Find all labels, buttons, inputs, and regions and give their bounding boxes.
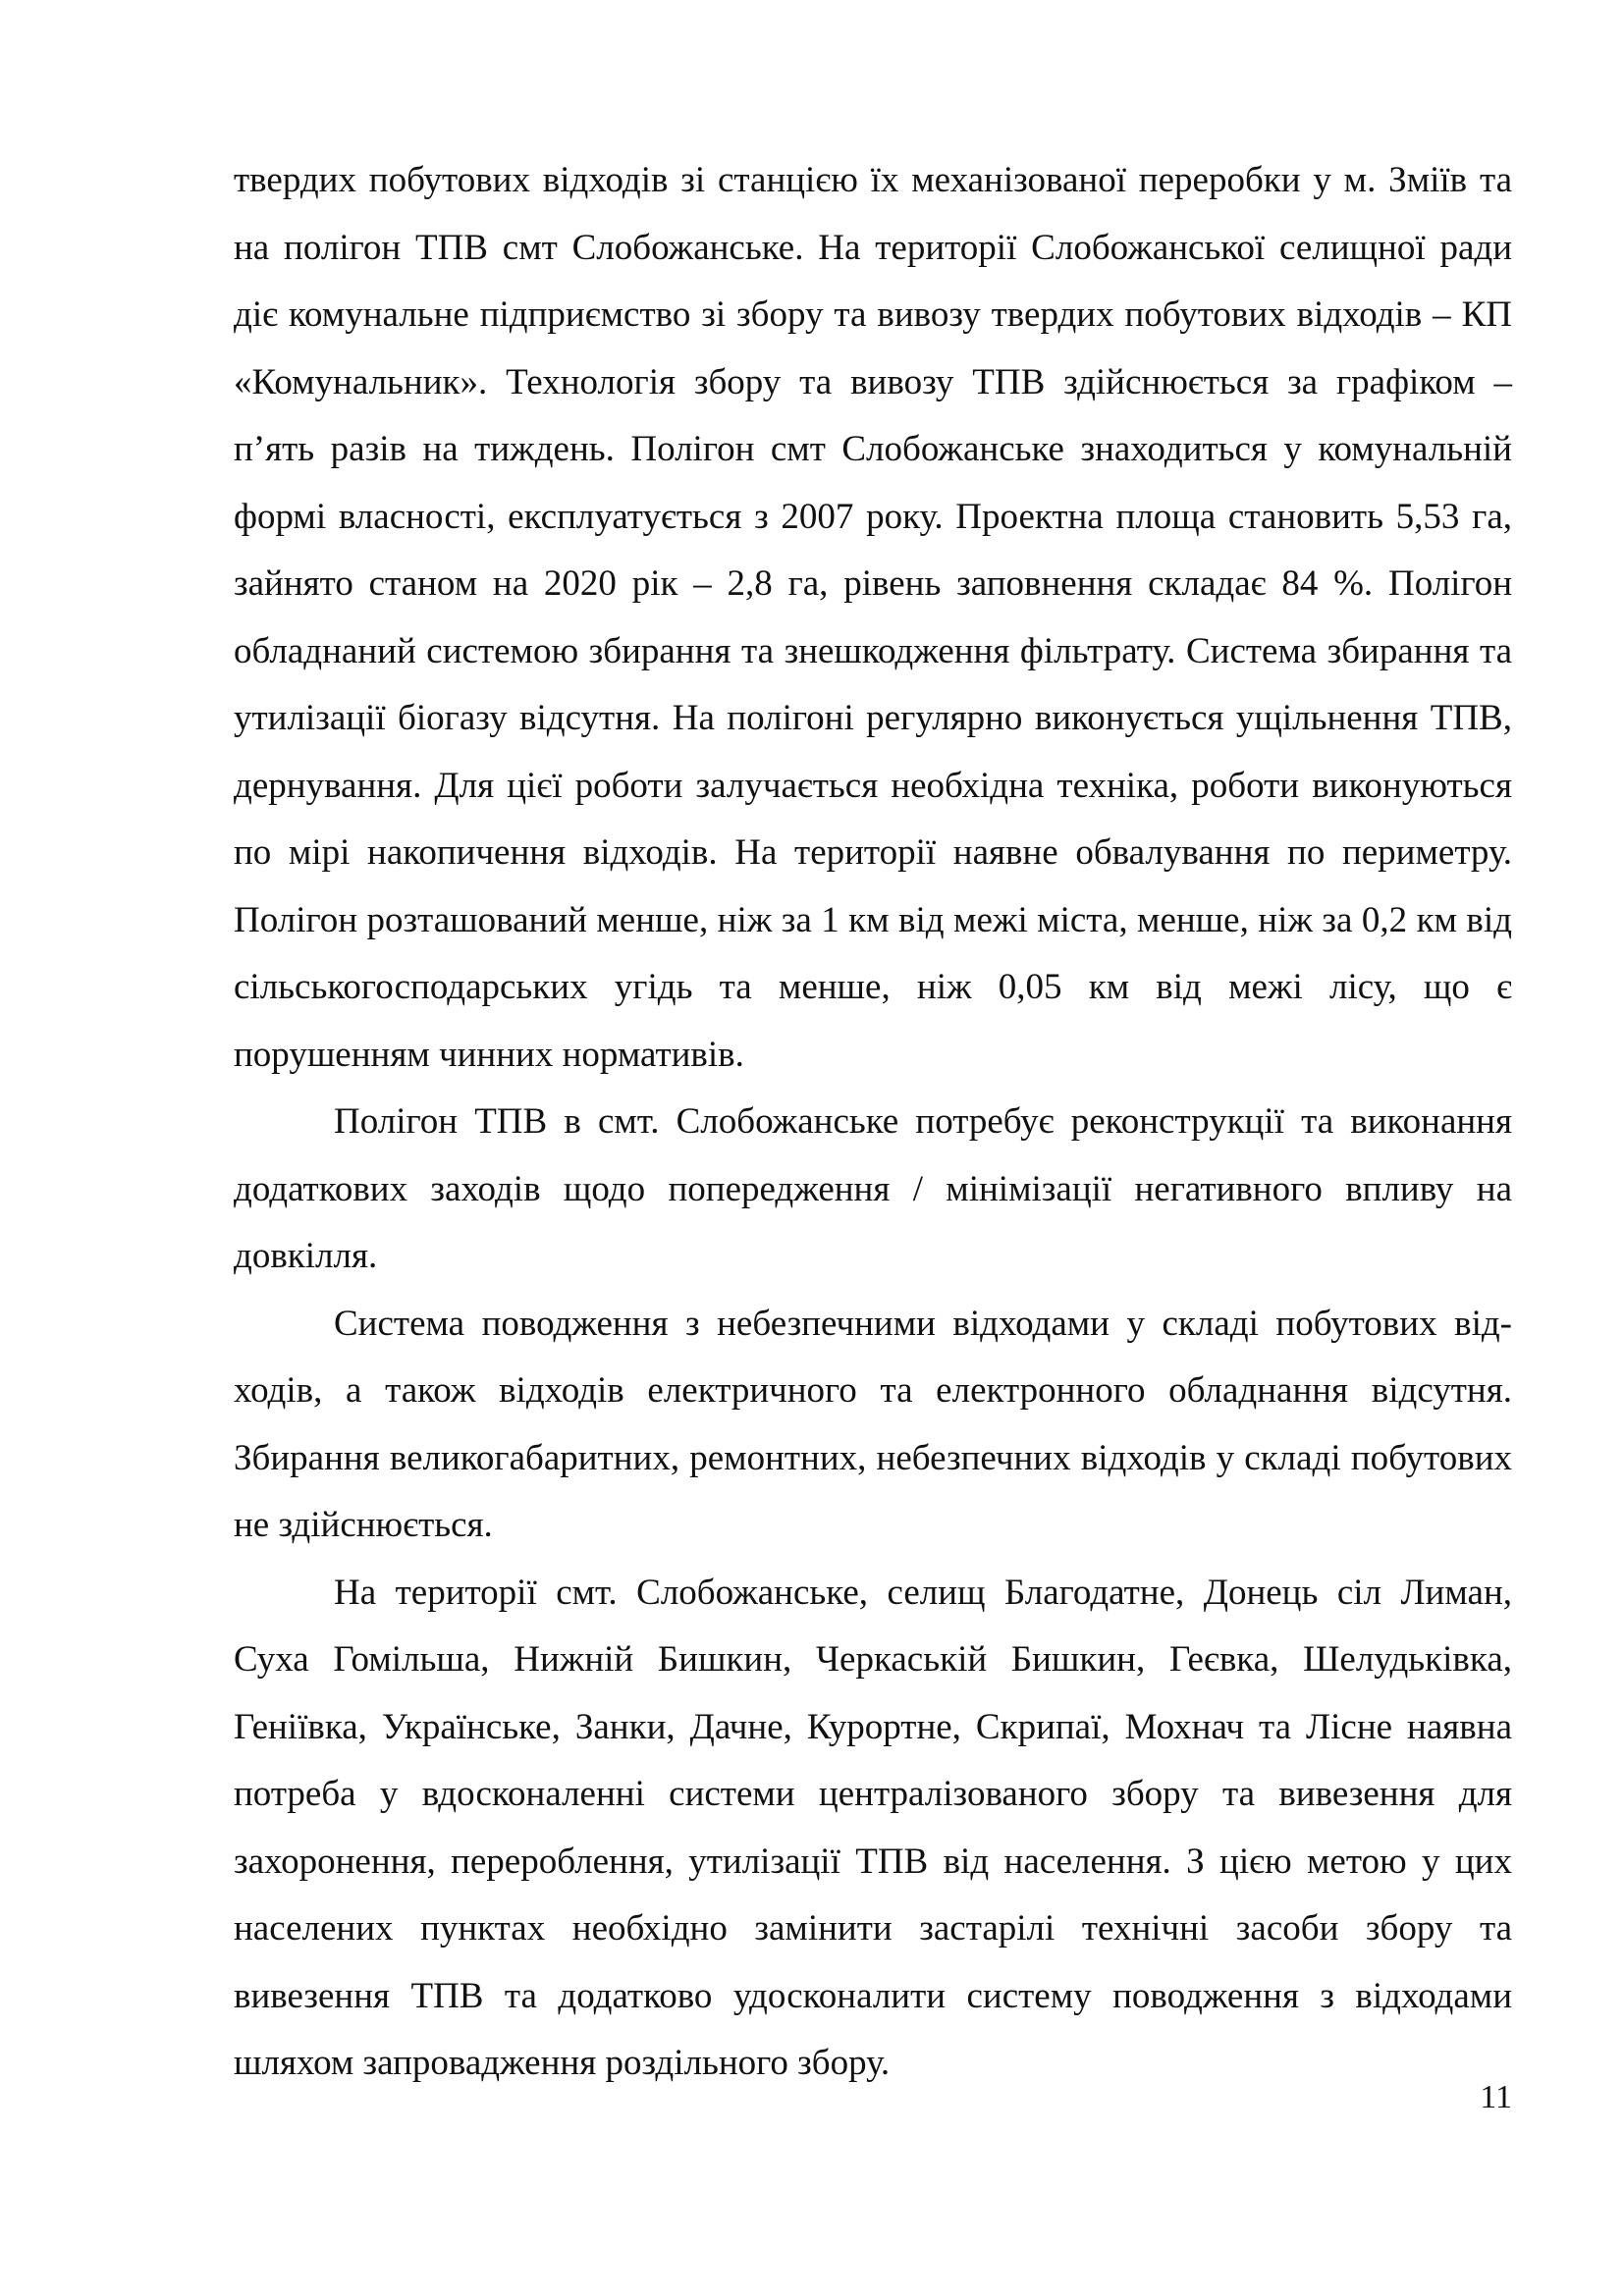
body-text — [234, 147, 1512, 2098]
page-number: 11 — [1480, 2079, 1512, 2115]
paragraph-continuation: твердих побутових відходів зі станцією їх механізованої переробки у м. Зміїв та на полігон ТПВ смт Слобожанське. На території Слобожанської селищної ради діє комунальне підприємство зі збору та вивозу твердих побутових відходів – КП «Комунальник». Технологія збору та вивозу ТПВ здійснюється за графіком – п’ять разів на тиждень. Полігон смт Слобожанське знаходиться у комунальній формі власності, експлуатується з 2007 року. Проектна площа становить 5,53 га, зайнято станом на 2020 рік – 2,8 га, рівень заповнення складає 84 %. Полігон обладнаний системою збирання та знешкодження фільтрату. Система збирання та утилізації біогазу відсутня. На полігоні регулярно виконується ущільнення ТПВ, дернування. Для цієї роботи залучається необхідна техніка, роботи виконуються по мірі накопичення відходів. На території наявне обвалування по периметру. Полігон розташований менше, ніж за 1 км від межі міста, менше, ніж за 0,2 км від сільськогосподарських угідь та менше, ніж 0,05 км від межі лісу, що є порушенням чинних нормативів. — [234, 160, 1512, 1075]
paragraph-settlements: На території смт. Слобожанське, селищ Благодатне, Донець сіл Лиман, Суха Гомільша, Нижній Бишкин, Черкаській Бишкин, Геєвка, Шелудьківка, Геніївка, Українське, Занки, Дачне, Курортне, Скрипаї, Мохнач та Лісне наявна потреба у вдосконаленні системи централізованого збору та вивезення для захоронення, перероблення, утилізації ТПВ від населення. З цією метою у цих населених пунктах необхідно замінити застарілі технічні засоби збору та вивезення ТПВ та додатково удосконалити систему поводження з відходами шляхом запровадження роздільного збору. — [234, 1572, 1512, 2083]
paragraph-hazardous-waste: Система поводження з небезпечними відходами у складі побутових відходів, а також відходів електричного та електронного обладнання відсутня. Збирання великогабаритних, ремонтних, небезпечних відходів у складі побутових не здійснюється. — [234, 1303, 1512, 1545]
paragraph-landfill-reconstruction: Полігон ТПВ в смт. Слобожанське потребує реконструкції та виконання додаткових заходів щодо попередження / мінімізації негативного впливу на довкілля. — [234, 1101, 1512, 1276]
